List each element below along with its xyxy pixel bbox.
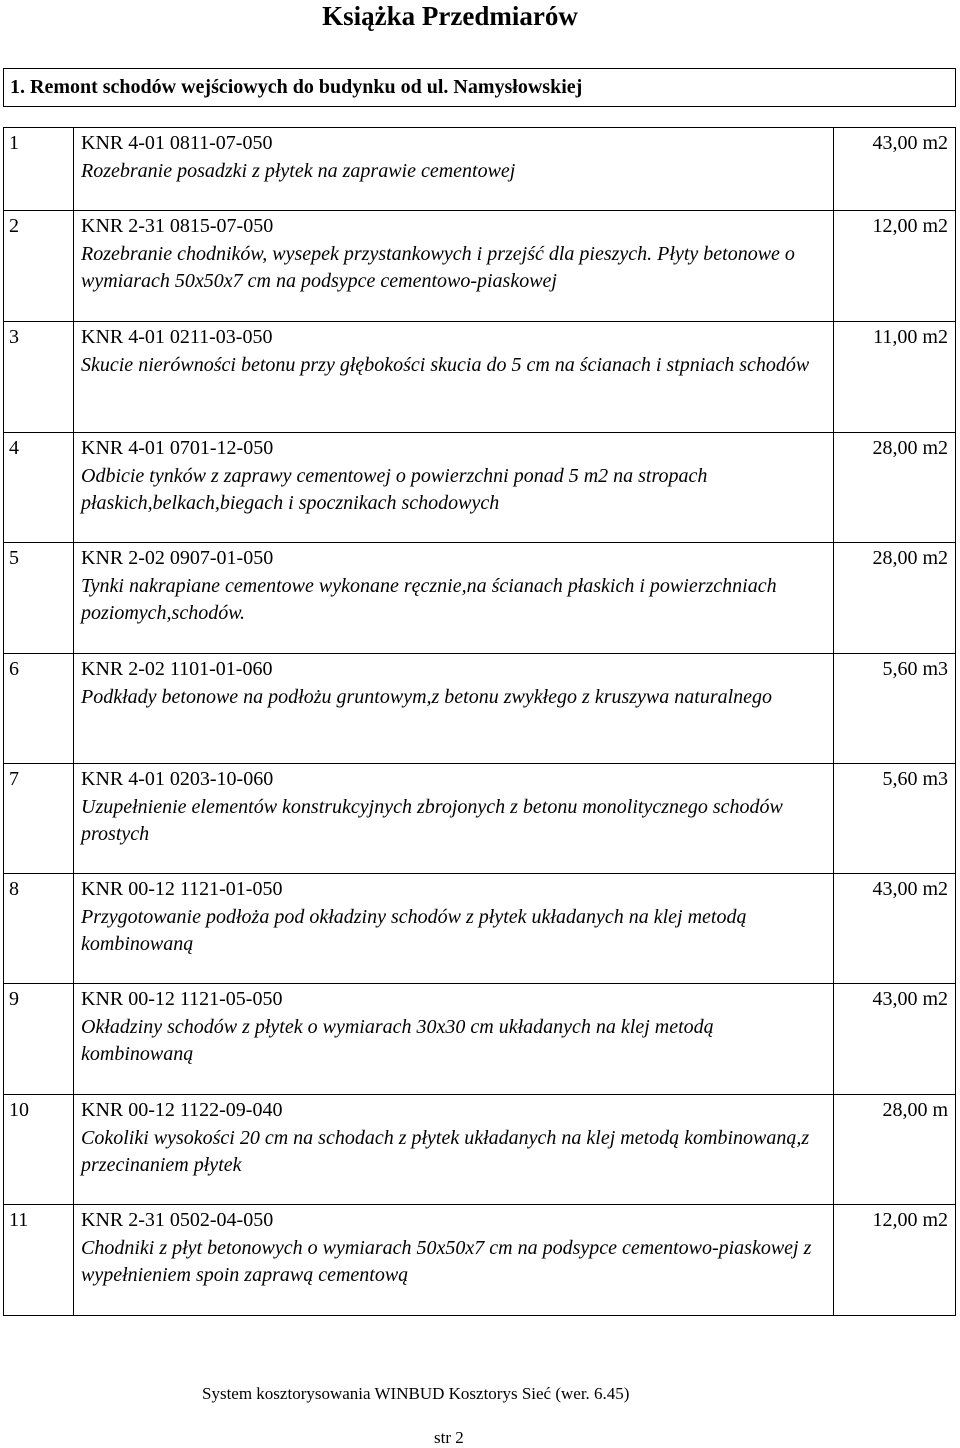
item-text: Podkłady betonowe na podłożu gruntowym,z betonu zwykłego z kruszywa naturalnego [81,685,773,708]
item-code: KNR 00-12 1121-05-050 [81,988,283,1010]
item-number: 8 [4,874,74,984]
item-number: 11 [4,1205,74,1316]
items-table [3,127,956,1316]
item-quantity: 43,00 m2 [834,874,956,984]
item-text: Okładziny schodów z płytek o wymiarach 30x30 cm układanych na klej metodą kombinowaną [81,1015,714,1065]
table-row [4,128,956,211]
item-quantity: 28,00 m2 [834,543,956,654]
item-code: KNR 2-31 0502-04-050 [81,1209,274,1231]
item-description [74,543,834,654]
item-number: 10 [4,1095,74,1205]
table-row [4,543,956,654]
item-description [74,433,834,543]
item-number: 3 [4,322,74,433]
item-description [74,1095,834,1205]
item-description [74,874,834,984]
item-text: Odbicie tynków z zaprawy cementowej o powierzchni ponad 5 m2 na stropach płaskich,belkach,biegach i spocznikach schodowych [81,464,708,514]
item-code: KNR 2-02 1101-01-060 [81,658,273,680]
item-text: Cokoliki wysokości 20 cm na schodach z płytek układanych na klej metodą kombinowaną,z przecinaniem płytek [81,1126,810,1176]
item-code: KNR 4-01 0203-10-060 [81,768,274,790]
table-row [4,654,956,764]
table-row [4,433,956,543]
item-quantity: 28,00 m [834,1095,956,1205]
item-text: Tynki nakrapiane cementowe wykonane ręcznie,na ścianach płaskich i powierzchniach poziomych,schodów. [81,574,777,624]
document-title: Książka Przedmiarów [322,1,578,31]
item-text: Uzupełnienie elementów konstrukcyjnych zbrojonych z betonu monolitycznego schodów prostych [81,795,783,845]
item-quantity: 5,60 m3 [834,654,956,764]
table-row [4,1205,956,1316]
item-quantity: 5,60 m3 [834,764,956,874]
item-quantity: 43,00 m2 [834,128,956,211]
table-row [4,764,956,874]
item-number: 1 [4,128,74,211]
item-text: Rozebranie chodników, wysepek przystankowych i przejść dla pieszych. Płyty betonowe o wymiarach 50x50x7 cm na podsypce cementowo-piaskowej [81,242,795,292]
item-text: Skucie nierówności betonu przy głębokości skucia do 5 cm na ścianach i stpniach schodów [81,353,810,376]
item-quantity: 11,00 m2 [834,322,956,433]
section-heading: 1. Remont schodów wejściowych do budynku od ul. Namysłowskiej [3,68,956,107]
item-description [74,764,834,874]
item-number: 5 [4,543,74,654]
item-code: KNR 00-12 1121-01-050 [81,878,283,900]
table-row [4,211,956,322]
item-text: Chodniki z płyt betonowych o wymiarach 50x50x7 cm na podsypce cementowo-piaskowej z wypełnieniem spoin zaprawą cementową [81,1236,812,1286]
table-row [4,874,956,984]
item-description [74,984,834,1095]
footer-text: System kosztorysowania WINBUD Kosztorys Sieć (wer. 6.45) [202,1384,630,1403]
item-quantity: 12,00 m2 [834,1205,956,1316]
item-text: Przygotowanie podłoża pod okładziny schodów z płytek układanych na klej metodą kombinowaną [81,905,747,955]
item-code: KNR 4-01 0811-07-050 [81,132,273,154]
item-quantity: 43,00 m2 [834,984,956,1095]
item-code: KNR 2-31 0815-07-050 [81,215,274,237]
item-quantity: 28,00 m2 [834,433,956,543]
table-row [4,322,956,433]
item-number: 6 [4,654,74,764]
item-description [74,322,834,433]
item-number: 2 [4,211,74,322]
item-number: 9 [4,984,74,1095]
item-text: Rozebranie posadzki z płytek na zaprawie cementowej [81,159,516,182]
item-description [74,654,834,764]
table-row [4,1095,956,1205]
item-code: KNR 2-02 0907-01-050 [81,547,274,569]
item-number: 4 [4,433,74,543]
item-description [74,211,834,322]
item-quantity: 12,00 m2 [834,211,956,322]
item-description [74,128,834,211]
table-row [4,984,956,1095]
item-code: KNR 4-01 0701-12-050 [81,437,274,459]
item-description [74,1205,834,1316]
page-number: str 2 [434,1428,464,1447]
item-code: KNR 4-01 0211-03-050 [81,326,273,348]
item-number: 7 [4,764,74,874]
item-code: KNR 00-12 1122-09-040 [81,1099,283,1121]
